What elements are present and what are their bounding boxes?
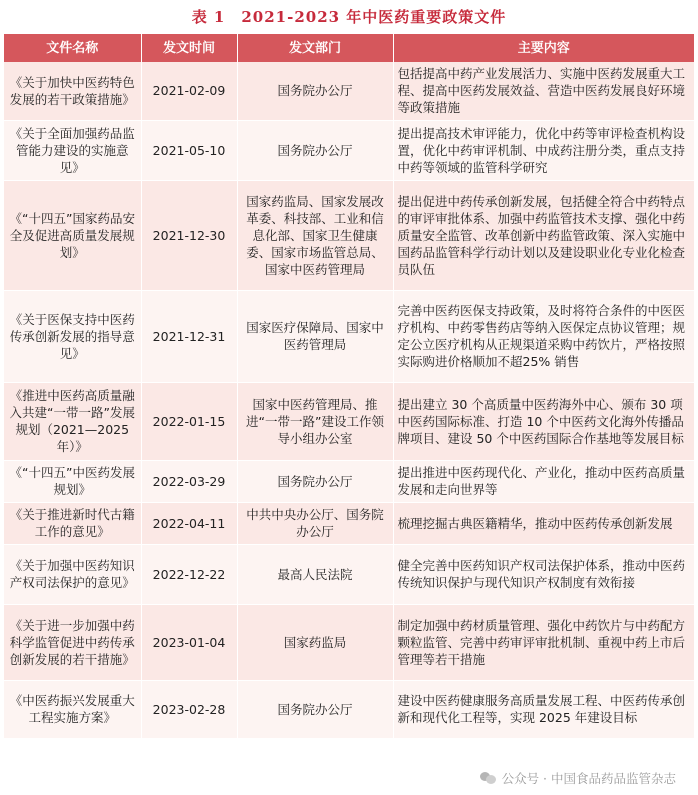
cell-dept: 国务院办公厅 <box>237 680 393 738</box>
cell-name: 《“十四五”中医药发展规划》 <box>4 460 141 502</box>
cell-content: 提出建立 30 个高质量中医药海外中心、颁布 30 项中医药国际标准、打造 10 个中医药文化海外传播品牌项目、建设 50 个中医药国际合作基地等发展目标 <box>393 382 694 460</box>
header-content: 主要内容 <box>393 34 694 62</box>
cell-name: 《关于进一步加强中药科学监管促进中药传承创新发展的若干措施》 <box>4 604 141 680</box>
cell-dept: 国务院办公厅 <box>237 460 393 502</box>
policy-table <box>4 34 694 739</box>
cell-date: 2021-02-09 <box>141 62 237 120</box>
table-row <box>4 120 694 180</box>
cell-date: 2022-12-22 <box>141 544 237 604</box>
cell-content: 提出促进中药传承创新发展，包括健全符合中药特点的审评审批体系、加强中药监管技术支撑、强化中药质量安全监管、改革创新中药监管政策、深入实施中国药品监管科学行动计划以及建设职业化专业化检查员队伍 <box>393 180 694 290</box>
cell-content: 包括提高中药产业发展活力、实施中医药发展重大工程、提高中医药发展效益、营造中医药发展良好环境等政策措施 <box>393 62 694 120</box>
cell-dept: 中共中央办公厅、国务院办公厅 <box>237 502 393 544</box>
cell-name: 《关于医保支持中医药传承创新发展的指导意见》 <box>4 290 141 382</box>
watermark <box>480 769 676 787</box>
cell-dept: 国务院办公厅 <box>237 62 393 120</box>
cell-name: 《中医药振兴发展重大工程实施方案》 <box>4 680 141 738</box>
cell-name: 《关于全面加强药品监管能力建设的实施意见》 <box>4 120 141 180</box>
header-name: 文件名称 <box>4 34 141 62</box>
cell-content: 完善中医药医保支持政策，及时将符合条件的中医医疗机构、中药零售药店等纳入医保定点协议管理；规定公立医疗机构从正规渠道采购中药饮片，严格按照实际购进价格顺加不超25% 销售 <box>393 290 694 382</box>
table-row <box>4 290 694 382</box>
cell-date: 2021-12-31 <box>141 290 237 382</box>
cell-dept: 国家药监局、国家发展改革委、科技部、工业和信息化部、国家卫生健康委、国家市场监管总局、国家中医药管理局 <box>237 180 393 290</box>
table-row <box>4 460 694 502</box>
cell-content: 建设中医药健康服务高质量发展工程、中医药传承创新和现代化工程等，实现 2025 年建设目标 <box>393 680 694 738</box>
cell-content: 制定加强中药材质量管理、强化中药饮片与中药配方颗粒监管、完善中药审评审批机制、重视中药上市后管理等若干措施 <box>393 604 694 680</box>
table-row <box>4 604 694 680</box>
cell-date: 2021-12-30 <box>141 180 237 290</box>
cell-date: 2022-01-15 <box>141 382 237 460</box>
cell-content: 提出推进中医药现代化、产业化，推动中医药高质量发展和走向世界等 <box>393 460 694 502</box>
table-row <box>4 502 694 544</box>
cell-content: 提出提高技术审评能力，优化中药等审评检查机构设置，优化中药审评机制、中成药注册分类，重点支持中药等领域的监管科学研究 <box>393 120 694 180</box>
cell-date: 2022-03-29 <box>141 460 237 502</box>
watermark-text: 公众号 · 中国食品药品监管杂志 <box>501 771 676 786</box>
cell-dept: 国家中医药管理局、推进“一带一路”建设工作领导小组办公室 <box>237 382 393 460</box>
table-row <box>4 62 694 120</box>
table-row <box>4 382 694 460</box>
table-row <box>4 544 694 604</box>
cell-name: 《推进中医药高质量融入共建“一带一路”发展规划（2021—2025 年）》 <box>4 382 141 460</box>
cell-name: 《关于加强中医药知识产权司法保护的意见》 <box>4 544 141 604</box>
cell-dept: 国家医疗保障局、国家中医药管理局 <box>237 290 393 382</box>
table-row <box>4 180 694 290</box>
cell-name: 《关于推进新时代古籍工作的意见》 <box>4 502 141 544</box>
cell-date: 2023-02-28 <box>141 680 237 738</box>
cell-date: 2021-05-10 <box>141 120 237 180</box>
table-row <box>4 680 694 738</box>
table-caption: 表 1 2021-2023 年中医药重要政策文件 <box>191 8 507 26</box>
header-date: 发文时间 <box>141 34 237 62</box>
cell-dept: 国家药监局 <box>237 604 393 680</box>
cell-content: 梳理挖掘古典医籍精华，推动中医药传承创新发展 <box>393 502 694 544</box>
wechat-icon <box>480 771 496 785</box>
table-header-row <box>4 34 694 62</box>
cell-dept: 国务院办公厅 <box>237 120 393 180</box>
cell-date: 2022-04-11 <box>141 502 237 544</box>
cell-dept: 最高人民法院 <box>237 544 393 604</box>
cell-name: 《“十四五”国家药品安全及促进高质量发展规划》 <box>4 180 141 290</box>
header-dept: 发文部门 <box>237 34 393 62</box>
cell-name: 《关于加快中医药特色发展的若干政策措施》 <box>4 62 141 120</box>
cell-date: 2023-01-04 <box>141 604 237 680</box>
cell-content: 健全完善中医药知识产权司法保护体系，推动中医药传统知识保护与现代知识产权制度有效衔接 <box>393 544 694 604</box>
